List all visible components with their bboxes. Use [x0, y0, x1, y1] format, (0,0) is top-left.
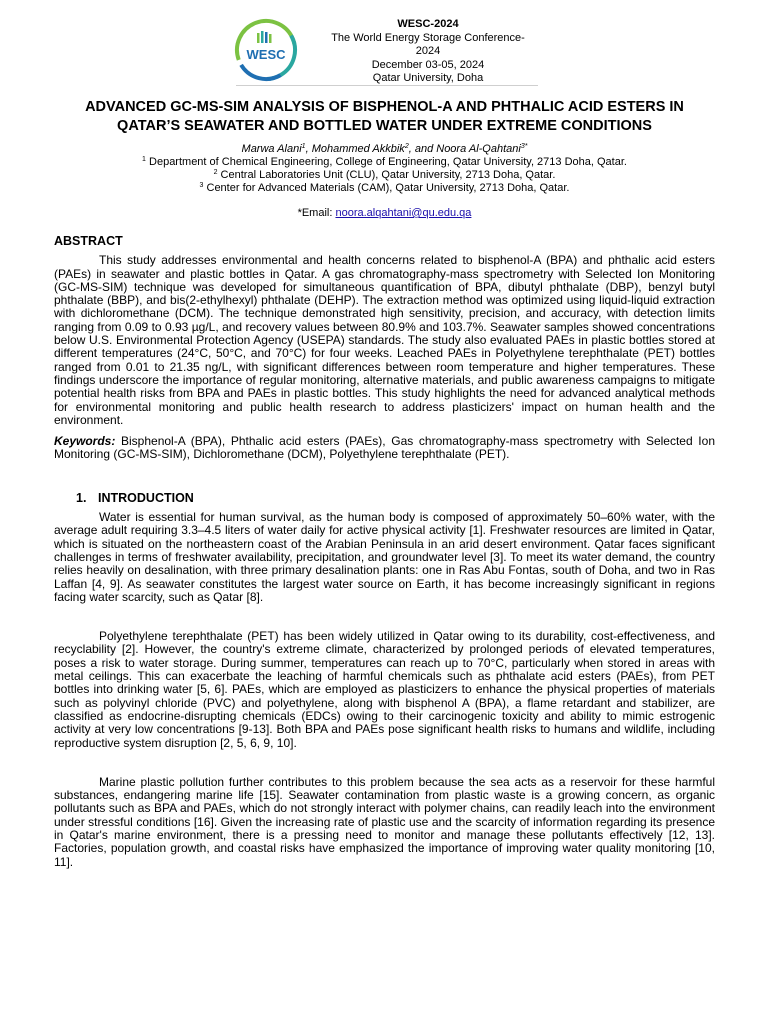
intro-paragraph-2: Polyethylene terephthalate (PET) has been widely utilized in Qatar owing to its durability, cost-effectiveness, and recyclability [2]. However, the country's extreme climate, characterized by prolonged periods of elevated temperatures, poses a risk to water storage. During summer, temperatures can reach up to 70°C, particularly when stored in areas with metal ceilings. This can exacerbate the leaching of harmful chemicals such as phthalate acid esters (PAEs), from PET bottles into drinking water [5, 6]. PAEs, which are employed as plasticizers to enhance the physical properties of materials such as polyvinyl chloride (PVC) and polyethylene, along with bisphenol A (BPA), a flame retardant and stabilizer, are classified as endocrine-disrupting chemicals (EDCs) owing to their carcinogenic toxicity and ability to mimic estrogenic activity at very low concentrations [9-13]. Both BPA and PAEs pose significant health risks to humans and wildlife, including reproductive system disruption [2, 5, 6, 9, 10].	[54, 629, 715, 750]
intro-paragraph-1: Water is essential for human survival, as the human body is composed of approximately 50–60% water, with the average adult requiring 3.3–4.5 liters of water daily for active physical activity [1]. Freshwater resources are limited in Qatar, which is situated on the northeastern coast of the Arabian Peninsula in an arid desert environment. Qatar faces significant challenges in terms of freshwater availability, precipitation, and groundwater level [3]. To meet its water demand, the country relies heavily on desalination, with three primary desalination plants: one in Ras Abu Fontas, south of Doha, and two in Ras Laffan [4, 9]. As seawater constitutes the largest water source on Earth, it has become increasingly significant in regions facing water scarcity, such as Qatar [8].	[54, 510, 715, 604]
email-label: *Email:	[297, 207, 336, 219]
conference-info	[322, 18, 534, 86]
author-affiliation-mark: 1	[301, 143, 306, 150]
paper-title: ADVANCED GC-MS-SIM ANALYSIS OF BISPHENOL-A AND PHTHALIC ACID ESTERS IN QATAR’S SEAWATER AND BOTTLED WATER UNDER EXTREME CONDITIONS	[85, 99, 684, 134]
intro-paragraph-3: Marine plastic pollution further contributes to this problem because the sea acts as a reservoir for these harmful substances, endangering marine life [15]. Seawater contamination from plastic waste is a growing concern, as organic pollutants such as BPA and PAEs, which do not strongly interact with polymer chains, can readily leach into the environment under stressful conditions [16]. Given the increasing rate of plastic use and the scarcity of information regarding its presence in Qatar's marine environment, there is a pressing need to monitor and manage these pollutants effectively [12, 13]. Factories, population growth, and coastal risks have emphasized the importance of improving water quality monitoring [10, 11].	[54, 774, 715, 869]
conference-full-name-line2: 2024	[415, 45, 441, 57]
affiliation	[54, 156, 715, 169]
wesc-logo-icon	[234, 18, 298, 82]
affiliation-text: Center for Advanced Materials (CAM), Qatar University, 2713 Doha, Qatar.	[203, 182, 570, 194]
section-title: INTRODUCTION	[98, 490, 194, 505]
affiliation-text: Department of Chemical Engineering, College of Engineering, Qatar University, 2713 Doha, Qatar.	[145, 156, 627, 168]
affiliation	[54, 169, 715, 182]
conference-dates: December 03-05, 2024	[371, 58, 485, 71]
affiliation-mark: 3	[199, 182, 204, 189]
page-header	[0, 0, 768, 86]
affiliation-mark: 2	[213, 169, 218, 176]
author-name: Noora Al-Qahtani	[436, 143, 521, 155]
affiliation-mark: 1	[142, 156, 146, 163]
conference-venue: Qatar University, Doha	[372, 72, 484, 84]
section-number: 1.	[76, 490, 87, 505]
keywords	[54, 435, 715, 462]
header-divider	[236, 85, 538, 86]
author-list	[54, 143, 715, 156]
conference-short-name: WESC-2024	[397, 18, 459, 30]
affiliation-text: Central Laboratories Unit (CLU), Qatar University, 2713 Doha, Qatar.	[217, 169, 556, 181]
paragraph-gap	[54, 604, 715, 630]
abstract-text: This study addresses environmental and health concerns related to bisphenol-A (BPA) and phthalic acid esters (PAEs) in seawater and plastic bottles in Qatar. A gas chromatography-mass spectrometry with Selected Ion Monitoring (GC-MS-SIM) technique was developed for simultaneous quantification of BPA, dibutyl phthalate (DBP), benzyl butyl phthalate (BBP), and bis(2-ethylhexyl) phthalate (DEHP). The extraction method was optimized using liquid-liquid extraction with dichloromethane (DCM). The technique demonstrated high sensitivity, precision, and accuracy, with detection limits ranging from 0.09 to 0.93 µg/L, and recovery values between 80.9% and 103.7%. Seawater samples showed concentrations below U.S. Environmental Protection Agency (USEPA) standards. The study also evaluated PAEs in plastic bottles stored at different temperatures (24°C, 50°C, and 70°C) for four weeks. Leached PAEs in Polyethylene terephthalate (PET) bottles ranged from 0.01 to 21.35 ng/L, with significant differences between room temperature and higher temperatures. These findings underscore the importance of regular monitoring, alternative materials, and public awareness campaigns to mitigate potential health risks from BPA and PAEs in plastic bottles. This study highlights the need for advanced analytical methods for environmental monitoring and public health research to address plasticizers' impact on human health and the environment.	[54, 253, 715, 427]
svg-text:WESC: WESC	[246, 47, 286, 62]
author-separator: , and	[408, 143, 437, 155]
keywords-text: Bisphenol-A (BPA), Phthalic acid esters (PAEs), Gas chromatography-mass spectrometry with Selected Ion Monitoring (GC-MS-SIM), Dichloromethane (DCM), Polyethylene terephthalate (PET).	[54, 434, 715, 462]
abstract-heading: ABSTRACT	[54, 234, 123, 248]
affiliation	[54, 182, 715, 195]
introduction-heading	[54, 492, 715, 505]
keywords-label: Keywords:	[54, 434, 116, 449]
author-name: Marwa Alani	[241, 143, 302, 155]
email-link[interactable]: noora.alqahtani@qu.edu.qa	[335, 207, 472, 219]
paragraph-gap	[54, 750, 715, 776]
conference-full-name-line1: The World Energy Storage Conference-	[331, 31, 525, 44]
author-separator: ,	[305, 143, 312, 155]
corresponding-email	[54, 207, 715, 220]
author-affiliation-mark: 2	[404, 143, 409, 150]
author-affiliation-mark: 3*	[520, 143, 528, 150]
author-name: Mohammed Akkbik	[311, 143, 405, 155]
paper-body	[54, 98, 715, 869]
